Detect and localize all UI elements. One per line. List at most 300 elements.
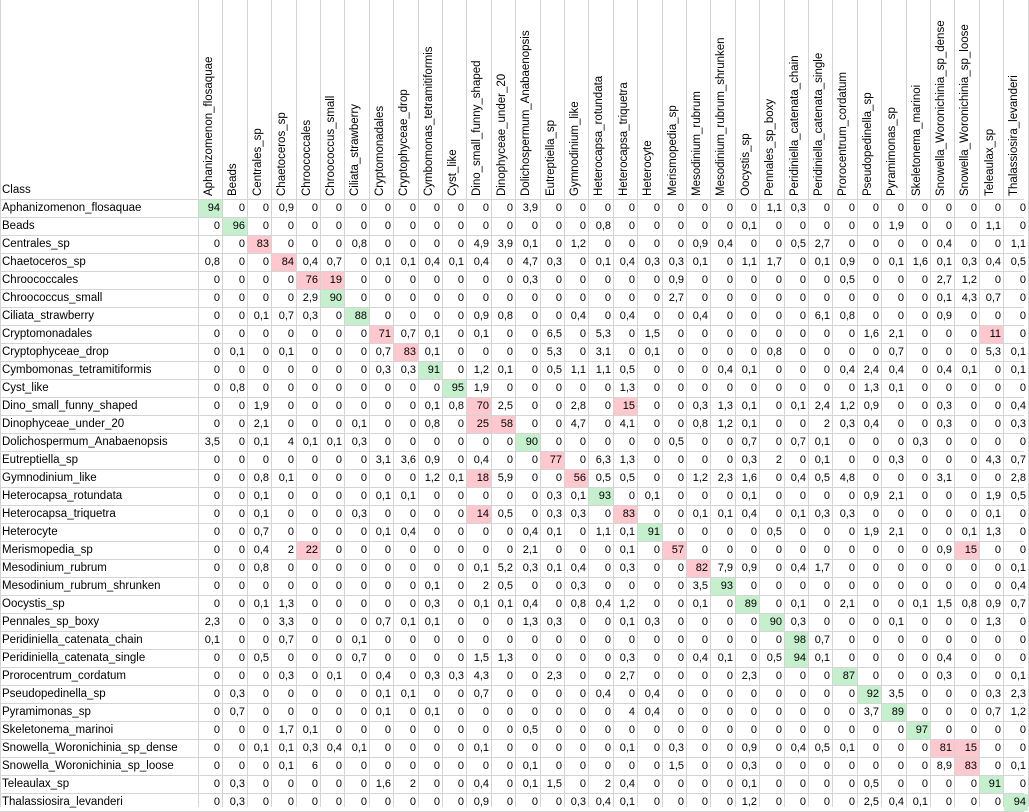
matrix-cell: 0 [506, 490, 513, 502]
matrix-cell: 0,1 [619, 742, 635, 754]
matrix-cell: 0 [872, 760, 879, 772]
matrix-cell: 0,5 [546, 364, 562, 376]
matrix-cell: 0,1 [424, 328, 440, 340]
row-label: Cymbomonas_tetramitiformis [2, 364, 152, 376]
matrix-cell: 0,7 [326, 256, 342, 268]
matrix-cell: 0 [872, 742, 879, 754]
matrix-cell: 57 [663, 542, 686, 559]
matrix-cell: 0 [970, 562, 977, 574]
matrix-cell: 0 [848, 688, 855, 700]
matrix-cell: 0 [579, 256, 586, 268]
matrix-cell: 0,3 [644, 256, 660, 268]
matrix-cell: 0 [311, 202, 318, 214]
matrix-cell: 0,5 [766, 652, 782, 664]
matrix-cell: 0 [579, 436, 586, 448]
column-header: Chroococcus_small [325, 95, 337, 196]
matrix-cell: 0 [506, 292, 513, 304]
matrix-cell: 0,1 [497, 364, 513, 376]
matrix-cell: 0,1 [814, 256, 830, 268]
matrix-cell: 0 [238, 544, 245, 556]
matrix-cell: 0 [823, 220, 830, 232]
matrix-cell: 0 [653, 274, 660, 286]
matrix-cell: 1,6 [912, 256, 928, 268]
matrix-cell: 0,5 [790, 238, 806, 250]
matrix-cell: 0 [872, 544, 879, 556]
matrix-cell: 0 [897, 652, 904, 664]
matrix-cell: 70 [467, 398, 491, 415]
matrix-cell: 0 [531, 796, 538, 808]
matrix-cell: 0 [238, 490, 245, 502]
matrix-cell: 0 [579, 634, 586, 646]
matrix-cell: 0 [360, 778, 367, 790]
matrix-cell: 22 [297, 542, 320, 559]
matrix-cell: 0 [262, 202, 269, 214]
matrix-cell: 0 [335, 202, 342, 214]
matrix-cell: 0 [360, 580, 367, 592]
matrix-cell: 0,1 [692, 508, 708, 520]
matrix-cell: 0 [994, 238, 1001, 250]
matrix-cell: 0,5 [1010, 490, 1026, 502]
matrix-cell: 0 [823, 544, 830, 556]
matrix-cell: 0 [213, 526, 220, 538]
matrix-cell: 0 [409, 202, 416, 214]
matrix-cell: 0 [531, 310, 538, 322]
matrix-cell: 0 [653, 202, 660, 214]
matrix-cell: 0 [799, 382, 806, 394]
matrix-cell: 0,3 [985, 688, 1001, 700]
matrix-cell: 0 [287, 652, 294, 664]
matrix-cell: 0 [506, 616, 513, 628]
matrix-cell: 0 [677, 526, 684, 538]
column-header: Peridiniella_catenata_single [813, 52, 825, 196]
matrix-cell: 1,3 [863, 382, 879, 394]
matrix-cell: 0 [384, 724, 391, 736]
matrix-cell: 0 [726, 202, 733, 214]
matrix-cell: 0 [604, 670, 611, 682]
matrix-cell: 0 [262, 454, 269, 466]
matrix-cell: 0 [457, 652, 464, 664]
matrix-cell: 0 [238, 238, 245, 250]
matrix-cell: 56 [565, 470, 588, 487]
matrix-cell: 0 [409, 706, 416, 718]
matrix-cell: 0 [921, 238, 928, 250]
matrix-cell: 0 [994, 724, 1001, 736]
matrix-cell: 0 [238, 562, 245, 574]
matrix-cell: 0 [213, 778, 220, 790]
matrix-cell: 0 [360, 544, 367, 556]
matrix-cell: 0 [506, 688, 513, 700]
matrix-cell: 0,8 [253, 472, 269, 484]
matrix-cell: 1,1 [741, 256, 757, 268]
matrix-cell: 0,1 [546, 526, 562, 538]
matrix-cell: 0 [799, 418, 806, 430]
matrix-cell: 0 [531, 634, 538, 646]
matrix-cell: 0,4 [692, 310, 708, 322]
matrix-cell: 0 [384, 796, 391, 808]
column-header: Dolichospermum_Anabaenopsis [520, 30, 533, 196]
matrix-cell: 2,4 [814, 400, 830, 412]
matrix-cell: 0,1 [570, 490, 586, 502]
matrix-cell: 2,3 [717, 472, 733, 484]
matrix-cell: 3,5 [888, 688, 904, 700]
column-header: Skeletonema_marinoi [910, 84, 923, 196]
matrix-cell: 0 [994, 382, 1001, 394]
matrix-cell: 0 [701, 328, 708, 340]
matrix-cell: 0 [750, 544, 757, 556]
matrix-cell: 0 [311, 706, 318, 718]
matrix-cell: 0 [360, 328, 367, 340]
matrix-cell: 0 [311, 778, 318, 790]
matrix-cell: 4,1 [619, 418, 635, 430]
matrix-cell: 0,8 [351, 238, 367, 250]
matrix-cell: 0,3 [570, 580, 586, 592]
matrix-cell: 0 [457, 616, 464, 628]
matrix-cell: 0 [482, 706, 489, 718]
matrix-cell: 0 [970, 310, 977, 322]
matrix-cell: 0 [409, 400, 416, 412]
matrix-cell: 3,3 [278, 616, 294, 628]
matrix-cell: 0 [238, 418, 245, 430]
matrix-cell: 0 [311, 796, 318, 808]
matrix-cell: 0,3 [668, 742, 684, 754]
matrix-cell: 0 [238, 580, 245, 592]
matrix-cell: 0 [457, 454, 464, 466]
matrix-cell: 3,5 [204, 436, 220, 448]
matrix-cell: 0 [506, 724, 513, 736]
matrix-cell: 0 [653, 220, 660, 232]
matrix-cell: 83 [394, 344, 418, 361]
matrix-cell: 0 [897, 598, 904, 610]
matrix-cell: 82 [687, 560, 710, 577]
matrix-cell: 0 [921, 580, 928, 592]
matrix-cell: 0 [579, 778, 586, 790]
matrix-cell: 0,1 [278, 472, 294, 484]
matrix-cell: 0,7 [1010, 598, 1026, 610]
matrix-cell: 0 [482, 274, 489, 286]
matrix-cell: 0 [897, 562, 904, 574]
matrix-cell: 0 [531, 580, 538, 592]
matrix-cell: 0 [287, 562, 294, 574]
matrix-cell: 0,1 [473, 742, 489, 754]
matrix-cell: 0,1 [790, 508, 806, 520]
matrix-cell: 0 [1019, 724, 1026, 736]
matrix-cell: 0 [482, 436, 489, 448]
matrix-cell: 0 [409, 724, 416, 736]
matrix-cell: 0 [872, 454, 879, 466]
matrix-cell: 0 [921, 202, 928, 214]
matrix-cell: 0 [628, 688, 635, 700]
matrix-cell: 0,1 [790, 598, 806, 610]
matrix-cell: 0,1 [278, 742, 294, 754]
matrix-cell: 89 [882, 704, 906, 721]
matrix-cell: 0 [457, 274, 464, 286]
matrix-cell: 0 [555, 382, 562, 394]
matrix-cell: 0 [848, 436, 855, 448]
matrix-cell: 0 [433, 778, 440, 790]
matrix-cell: 0,3 [644, 616, 660, 628]
matrix-cell: 0 [457, 490, 464, 502]
matrix-cell: 0,7 [229, 706, 245, 718]
matrix-cell: 0 [311, 364, 318, 376]
matrix-cell: 0 [726, 724, 733, 736]
matrix-cell: 0 [701, 364, 708, 376]
matrix-cell: 0,1 [400, 688, 416, 700]
matrix-cell: 0 [799, 688, 806, 700]
matrix-cell: 0 [287, 274, 294, 286]
matrix-cell: 0 [604, 760, 611, 772]
matrix-cell: 0,7 [375, 346, 391, 358]
matrix-cell: 0 [628, 634, 635, 646]
matrix-cell: 0,1 [400, 256, 416, 268]
matrix-cell: 0,1 [424, 346, 440, 358]
matrix-cell: 0 [726, 490, 733, 502]
matrix-cell: 1,1 [595, 526, 611, 538]
matrix-cell: 0 [970, 688, 977, 700]
matrix-cell: 0,7 [278, 634, 294, 646]
matrix-cell: 0 [335, 688, 342, 700]
matrix-cell: 2,3 [204, 616, 220, 628]
matrix-cell: 0 [262, 328, 269, 340]
matrix-cell: 0 [945, 328, 952, 340]
matrix-cell: 0 [311, 616, 318, 628]
matrix-cell: 0 [945, 382, 952, 394]
matrix-cell: 0,1 [936, 292, 952, 304]
matrix-cell: 0,4 [644, 688, 660, 700]
matrix-cell: 0 [677, 454, 684, 466]
matrix-cell: 0,7 [278, 310, 294, 322]
matrix-cell: 0,1 [961, 364, 977, 376]
matrix-cell: 0 [335, 472, 342, 484]
matrix-cell: 0 [384, 598, 391, 610]
matrix-cell: 0 [1019, 742, 1026, 754]
matrix-cell: 0 [799, 724, 806, 736]
matrix-cell: 0 [750, 634, 757, 646]
matrix-cell: 0 [653, 634, 660, 646]
matrix-cell: 0 [238, 274, 245, 286]
matrix-cell: 0 [775, 706, 782, 718]
matrix-cell: 0 [872, 670, 879, 682]
matrix-cell: 0,4 [326, 742, 342, 754]
matrix-cell: 0 [775, 436, 782, 448]
matrix-cell: 0 [872, 238, 879, 250]
row-label: Thalassiosira_levanderi [2, 796, 123, 808]
matrix-cell: 0 [677, 238, 684, 250]
matrix-cell: 0,1 [717, 652, 733, 664]
matrix-cell: 1,1 [595, 364, 611, 376]
matrix-cell: 0,4 [717, 238, 733, 250]
matrix-cell: 0 [311, 562, 318, 574]
matrix-cell: 0 [238, 598, 245, 610]
matrix-cell: 0 [823, 778, 830, 790]
matrix-cell: 0 [726, 382, 733, 394]
matrix-cell: 0 [677, 490, 684, 502]
matrix-cell: 0 [775, 778, 782, 790]
matrix-cell: 0 [726, 256, 733, 268]
row-label: Chroococcus_small [2, 292, 103, 304]
matrix-cell: 0 [531, 670, 538, 682]
matrix-cell: 0 [653, 454, 660, 466]
matrix-cell: 0 [262, 364, 269, 376]
matrix-cell: 1,3 [717, 400, 733, 412]
matrix-cell: 0,4 [400, 526, 416, 538]
matrix-cell: 0,1 [692, 598, 708, 610]
matrix-cell: 0 [921, 634, 928, 646]
matrix-cell: 0 [213, 238, 220, 250]
matrix-cell: 5,9 [497, 472, 513, 484]
matrix-cell: 0 [457, 202, 464, 214]
matrix-cell: 0 [897, 544, 904, 556]
matrix-cell: 58 [492, 416, 515, 433]
matrix-cell: 2,3 [546, 670, 562, 682]
matrix-cell: 0 [848, 580, 855, 592]
matrix-cell: 0 [921, 778, 928, 790]
matrix-cell: 0,4 [1010, 580, 1026, 592]
matrix-cell: 0 [433, 382, 440, 394]
matrix-cell: 0 [677, 220, 684, 232]
matrix-cell: 0 [799, 544, 806, 556]
matrix-cell: 0 [311, 472, 318, 484]
matrix-cell: 0,1 [888, 256, 904, 268]
column-header: Dino_small_funny_shaped [471, 60, 484, 196]
matrix-cell: 1,9 [473, 382, 489, 394]
matrix-cell: 0 [335, 346, 342, 358]
matrix-cell: 0 [677, 796, 684, 808]
matrix-cell: 0,3 [790, 202, 806, 214]
matrix-cell: 0 [482, 292, 489, 304]
matrix-cell: 0,8 [229, 382, 245, 394]
matrix-cell: 0 [726, 328, 733, 340]
matrix-cell: 0 [335, 364, 342, 376]
matrix-cell: 0 [726, 310, 733, 322]
matrix-cell: 3,9 [522, 202, 538, 214]
matrix-cell: 0 [287, 580, 294, 592]
matrix-cell: 0 [945, 634, 952, 646]
matrix-cell: 0,1 [253, 310, 269, 322]
matrix-cell: 0 [897, 418, 904, 430]
matrix-cell: 0,3 [1010, 418, 1026, 430]
matrix-cell: 0,4 [473, 454, 489, 466]
matrix-cell: 0 [897, 436, 904, 448]
matrix-cell: 0,3 [888, 454, 904, 466]
matrix-cell: 0 [848, 796, 855, 808]
matrix-cell: 0 [311, 490, 318, 502]
matrix-cell: 0 [555, 436, 562, 448]
row-label: Ciliata_strawberry [2, 310, 95, 322]
matrix-cell: 0 [750, 292, 757, 304]
matrix-cell: 0 [433, 274, 440, 286]
matrix-cell: 7,9 [717, 562, 733, 574]
matrix-cell: 2 [823, 418, 830, 430]
matrix-cell: 4,8 [839, 472, 855, 484]
matrix-cell: 0 [482, 634, 489, 646]
matrix-cell: 0 [604, 562, 611, 574]
matrix-cell: 0 [506, 202, 513, 214]
matrix-cell: 0 [579, 454, 586, 466]
matrix-cell: 0 [238, 652, 245, 664]
matrix-cell: 0 [701, 202, 708, 214]
matrix-cell: 0 [628, 328, 635, 340]
matrix-cell: 0 [531, 400, 538, 412]
matrix-cell: 0 [604, 544, 611, 556]
matrix-cell: 0 [848, 328, 855, 340]
matrix-cell: 0 [482, 220, 489, 232]
matrix-cell: 0 [457, 544, 464, 556]
matrix-cell: 0 [262, 796, 269, 808]
matrix-cell: 0 [775, 364, 782, 376]
matrix-cell: 0 [970, 724, 977, 736]
matrix-cell: 0 [335, 598, 342, 610]
matrix-cell: 0 [311, 418, 318, 430]
matrix-cell: 0 [921, 760, 928, 772]
matrix-cell: 0 [848, 220, 855, 232]
matrix-cell: 0 [677, 580, 684, 592]
matrix-cell: 0 [433, 688, 440, 700]
matrix-cell: 0 [1019, 220, 1026, 232]
matrix-cell: 0 [799, 346, 806, 358]
matrix-cell: 0 [213, 760, 220, 772]
matrix-cell: 0 [213, 400, 220, 412]
column-header: Cryptophyceae_drop [398, 89, 411, 196]
matrix-cell: 0 [457, 598, 464, 610]
matrix-cell: 0 [335, 508, 342, 520]
matrix-cell: 6,1 [814, 310, 830, 322]
matrix-cell: 0,5 [1010, 256, 1026, 268]
matrix-cell: 0,3 [400, 364, 416, 376]
matrix-cell: 0 [775, 292, 782, 304]
matrix-cell: 2,9 [302, 292, 318, 304]
matrix-cell: 96 [223, 218, 247, 235]
matrix-cell: 2,8 [570, 400, 586, 412]
matrix-cell: 0 [604, 400, 611, 412]
matrix-cell: 0,1 [253, 742, 269, 754]
matrix-cell: 0 [238, 436, 245, 448]
matrix-cell: 1,2 [570, 238, 586, 250]
matrix-cell: 0 [604, 382, 611, 394]
matrix-cell: 0,8 [448, 400, 464, 412]
matrix-cell: 4,3 [985, 454, 1001, 466]
matrix-cell: 0 [457, 220, 464, 232]
matrix-cell: 0 [506, 742, 513, 754]
column-header: Thalassiosira_levanderi [1008, 75, 1021, 196]
matrix-cell: 0 [433, 508, 440, 520]
matrix-cell: 0 [457, 508, 464, 520]
matrix-cell: 0 [1019, 436, 1026, 448]
matrix-cell: 0 [945, 616, 952, 628]
matrix-cell: 0,4 [595, 796, 611, 808]
matrix-cell: 15 [614, 398, 637, 415]
matrix-cell: 0 [433, 724, 440, 736]
matrix-cell: 0 [848, 634, 855, 646]
matrix-cell: 0 [653, 778, 660, 790]
matrix-cell: 0 [311, 238, 318, 250]
matrix-cell: 0 [213, 670, 220, 682]
matrix-cell: 5,2 [497, 562, 513, 574]
column-header: Cyst_like [447, 149, 459, 196]
matrix-cell: 0 [921, 526, 928, 538]
matrix-cell: 0 [994, 634, 1001, 646]
matrix-cell: 0 [970, 346, 977, 358]
matrix-cell: 0 [604, 706, 611, 718]
matrix-cell: 0 [677, 616, 684, 628]
matrix-cell: 0 [262, 292, 269, 304]
matrix-cell: 0 [360, 256, 367, 268]
matrix-cell: 0,9 [985, 598, 1001, 610]
matrix-cell: 0 [994, 364, 1001, 376]
matrix-cell: 0 [848, 760, 855, 772]
matrix-cell: 0 [482, 616, 489, 628]
matrix-cell: 0 [775, 724, 782, 736]
matrix-cell: 0 [238, 328, 245, 340]
